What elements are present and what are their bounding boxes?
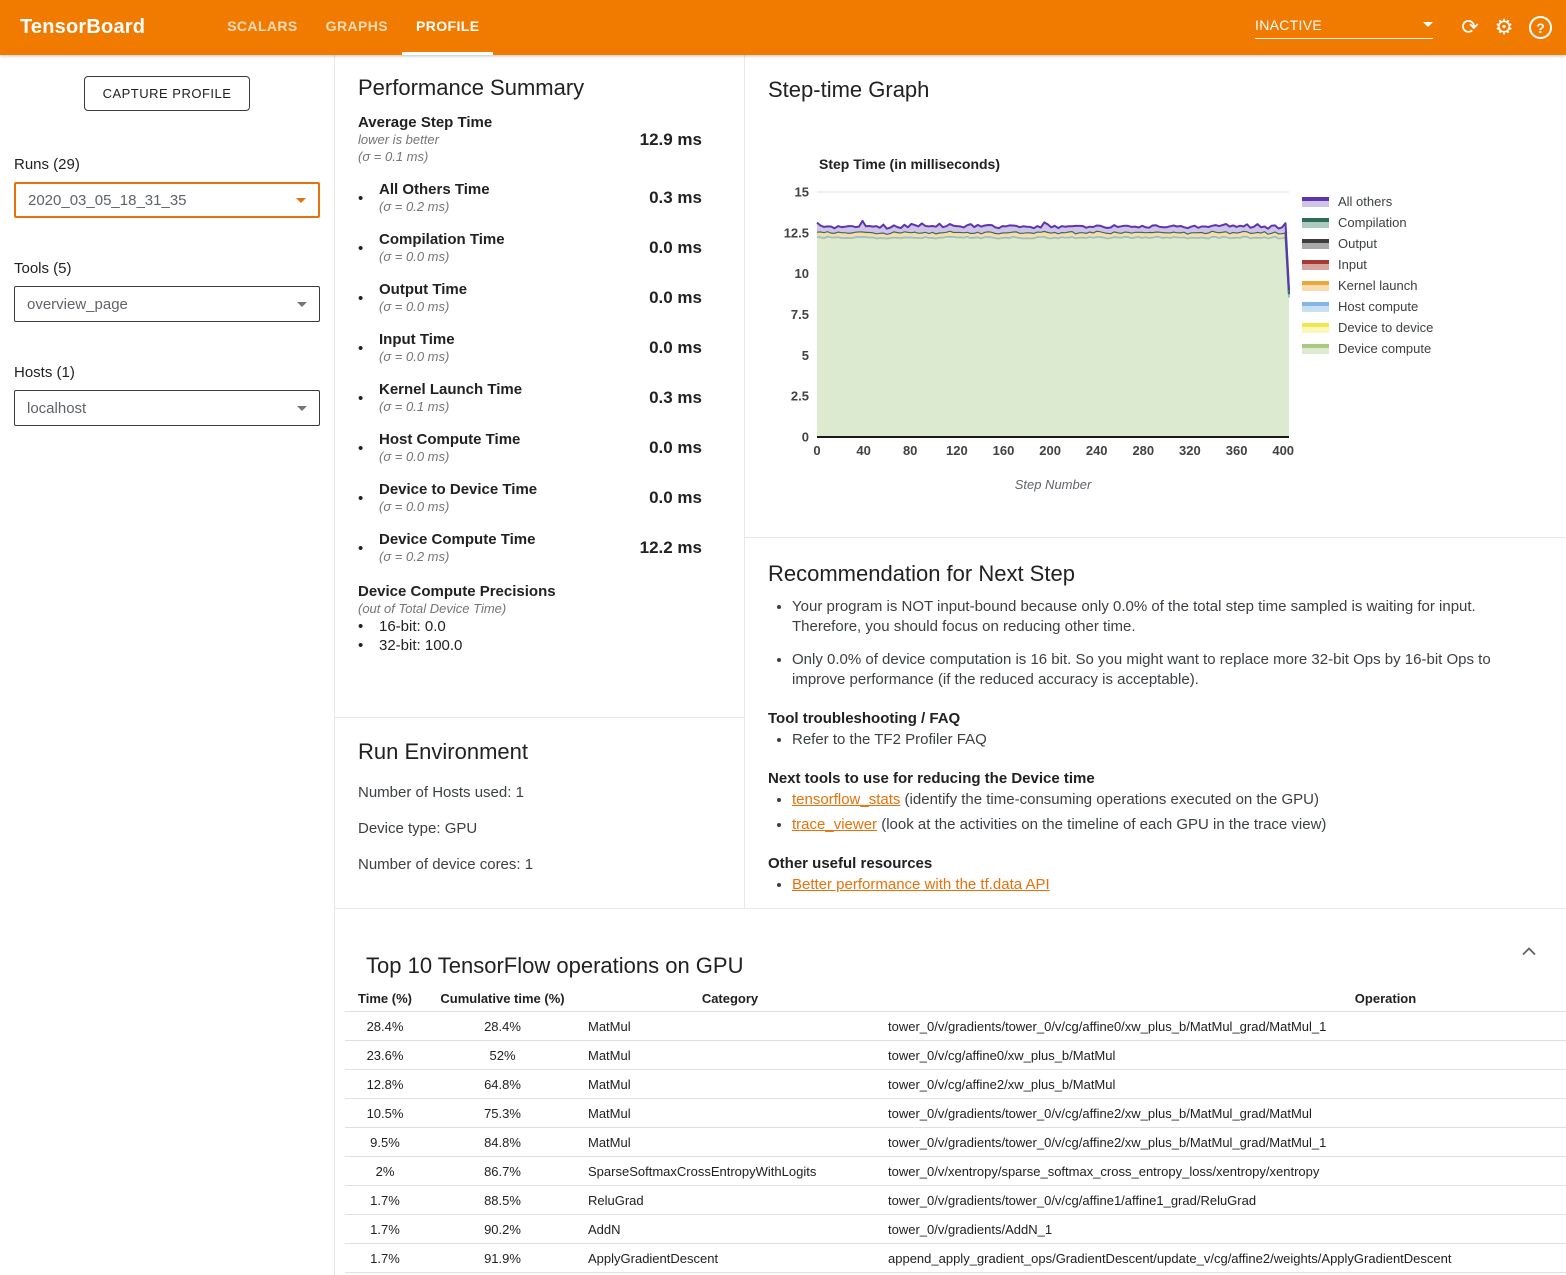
table-cell: 86.7% [425, 1157, 580, 1186]
performance-summary-section [335, 55, 744, 718]
step-time-graph-title: Step-time Graph [768, 77, 930, 102]
help-icon[interactable]: ? [1529, 16, 1552, 39]
legend-output [1302, 233, 1433, 254]
env-line: Number of Hosts used: 1 [358, 784, 524, 801]
next-tools-heading: Next tools to use for reducing the Device time [768, 770, 1095, 787]
svg-text:400: 400 [1272, 443, 1295, 458]
svg-text:7.5: 7.5 [790, 307, 809, 322]
table-cell: 1.7% [345, 1186, 425, 1215]
legend-label: Device to device [1338, 320, 1434, 335]
bullet-icon: • [358, 189, 364, 207]
recommendation-title: Recommendation for Next Step [768, 561, 1075, 586]
table-cell: tower_0/v/gradients/tower_0/v/cg/affine2/xw_plus_b/MatMul_grad/MatMul [880, 1099, 1566, 1128]
top-ops-title: Top 10 TensorFlow operations on GPU [366, 953, 744, 979]
table-cell: 10.5% [345, 1099, 425, 1128]
perf-metric [358, 431, 702, 465]
collapse-chevron-up-icon[interactable] [1522, 943, 1536, 961]
other-resources-heading: Other useful resources [768, 855, 933, 872]
status-dropdown-value: INACTIVE [1255, 16, 1322, 33]
precision-text: 32-bit: 100.0 [379, 637, 463, 654]
metric-value: 12.9 ms [639, 129, 702, 149]
hosts-select-value: localhost [27, 399, 87, 417]
table-cell: 9.5% [345, 1128, 425, 1157]
precision-item [358, 636, 702, 655]
tab-profile[interactable]: PROFILE [402, 0, 493, 55]
legend-swatch [1302, 344, 1329, 354]
legend-all-others [1302, 191, 1433, 212]
legend-swatch [1302, 197, 1329, 207]
table-cell: 1.7% [345, 1215, 425, 1244]
metric-sigma: (σ = 0.0 ms) [379, 449, 450, 464]
legend-label: Output [1338, 236, 1378, 251]
bullet-icon: • [358, 489, 364, 507]
legend-device-to-device [1302, 317, 1433, 338]
faq-heading: Tool troubleshooting / FAQ [768, 710, 961, 727]
bullet-icon: • [358, 439, 364, 457]
capture-profile-button[interactable]: CAPTURE PROFILE [84, 76, 251, 111]
metric-name: Input Time [379, 331, 455, 348]
table-cell: MatMul [580, 1099, 880, 1128]
perf-metric [358, 531, 702, 565]
bullet-icon: • [358, 289, 364, 307]
next-tools-list [768, 790, 1526, 835]
svg-text:40: 40 [856, 443, 871, 458]
tab-scalars[interactable]: SCALARS [227, 18, 298, 34]
bullet-icon: • [358, 239, 364, 257]
metric-sigma: (σ = 0.2 ms) [379, 199, 450, 214]
legend-input [1302, 254, 1433, 275]
legend-label: All others [1338, 194, 1393, 209]
recommendation-bullet: • Your program is NOT input-bound because only 0.0% of the total step time sampled is waiting for input. Therefore, you should focus on reducing other time. [792, 597, 1526, 637]
svg-text:2.5: 2.5 [790, 388, 809, 404]
table-cell: tower_0/v/xentropy/sparse_softmax_cross_entropy_loss/xentropy/xentropy [880, 1157, 1566, 1186]
table-cell: 52% [425, 1041, 580, 1070]
table-row [345, 1157, 1566, 1186]
chevron-down-icon [296, 198, 306, 203]
metric-sigma: (σ = 0.2 ms) [379, 549, 450, 564]
top-ops-section [335, 908, 1566, 1275]
metric-value: 0.3 ms [649, 188, 702, 207]
header-toolbar [1255, 0, 1552, 55]
table-cell: SparseSoftmaxCrossEntropyWithLogits [580, 1157, 880, 1186]
metric-name: Kernel Launch Time [379, 381, 523, 398]
metric-value: 0.0 ms [649, 438, 702, 457]
legend-label: Compilation [1338, 215, 1407, 230]
tab-graphs[interactable]: GRAPHS [325, 18, 388, 34]
legend-swatch [1302, 218, 1329, 228]
legend-swatch [1302, 260, 1329, 270]
hosts-select[interactable] [14, 390, 320, 426]
table-cell: 12.8% [345, 1070, 425, 1099]
precisions-note: (out of Total Device Time) [358, 601, 507, 616]
table-row [345, 1215, 1566, 1244]
svg-text:Step Number: Step Number [1014, 477, 1092, 492]
svg-text:200: 200 [1039, 443, 1061, 458]
reload-icon[interactable]: ⟳ [1461, 16, 1479, 39]
table-cell: AddN [580, 1215, 880, 1244]
legend-label: Input [1338, 257, 1367, 272]
table-cell: MatMul [580, 1012, 880, 1041]
svg-text:12.5: 12.5 [783, 225, 809, 241]
runs-select-value: 2020_03_05_18_31_35 [28, 191, 187, 209]
legend-label: Kernel launch [1338, 278, 1418, 293]
metric-value: 0.0 ms [649, 338, 702, 357]
table-cell: tower_0/v/gradients/AddN_1 [880, 1215, 1566, 1244]
metric-name: Compilation Time [379, 231, 505, 248]
table-header-row [345, 985, 1566, 1012]
chart-legend [1302, 191, 1433, 359]
run-environment-section [335, 718, 744, 873]
recommendation-bullets [768, 597, 1526, 690]
table-row [345, 1186, 1566, 1215]
table-row [345, 1041, 1566, 1070]
bullet-icon: • [358, 339, 364, 357]
status-dropdown[interactable] [1255, 17, 1433, 39]
metric-sigma: (σ = 0.0 ms) [379, 349, 450, 364]
chevron-down-icon [297, 406, 307, 411]
perf-metric-list [358, 181, 702, 565]
legend-swatch [1302, 302, 1329, 312]
env-line: Device type: GPU [358, 820, 478, 837]
metric-name: Device to Device Time [379, 481, 538, 498]
average-step-time [358, 114, 702, 165]
runs-select[interactable] [14, 182, 320, 218]
metric-info [379, 181, 490, 215]
svg-text:80: 80 [902, 443, 918, 458]
metric-info [379, 431, 520, 465]
legend-compilation [1302, 212, 1433, 233]
recommendation-bullet: • Only 0.0% of device computation is 16 bit. So you might want to replace more 32-bit Ops by 16-bit Ops to improve performance (if the reduced accuracy is acceptable). [792, 650, 1526, 690]
legend-host-compute [1302, 296, 1433, 317]
metric-sigma: (σ = 0.0 ms) [379, 299, 450, 314]
metric-name: All Others Time [379, 181, 490, 198]
performance-summary-title: Performance Summary [358, 75, 585, 100]
tools-select-value: overview_page [27, 295, 128, 313]
table-cell: 23.6% [345, 1041, 425, 1070]
svg-text:360: 360 [1225, 443, 1248, 458]
col-category: Category [580, 985, 880, 1012]
metric-info [379, 531, 535, 565]
metric-name: Output Time [379, 281, 468, 298]
env-line: Number of device cores: 1 [358, 856, 534, 873]
svg-text:15: 15 [794, 184, 809, 200]
bullet-icon: • [358, 539, 364, 557]
bullet-icon: • [358, 389, 364, 407]
table-cell: MatMul [580, 1041, 880, 1070]
table-cell: tower_0/v/cg/affine0/xw_plus_b/MatMul [880, 1041, 1566, 1070]
tfdata-api-link[interactable]: Better performance with the tf.data API [792, 876, 1050, 893]
app-title: TensorBoard [20, 16, 146, 38]
svg-text:160: 160 [992, 443, 1015, 458]
recommendation-section [745, 538, 1566, 895]
chevron-down-icon [1423, 22, 1433, 27]
table-cell: 75.3% [425, 1099, 580, 1128]
legend-swatch [1302, 323, 1329, 333]
metric-value: 0.0 ms [649, 488, 702, 507]
table-cell: MatMul [580, 1128, 880, 1157]
runs-label: Runs (29) [14, 156, 80, 173]
tools-label: Tools (5) [14, 260, 72, 277]
table-cell: ApplyGradientDescent [580, 1244, 880, 1273]
sidebar [0, 55, 335, 1275]
metric-sigma: (σ = 0.1 ms) [379, 399, 450, 414]
precisions-list [358, 617, 702, 655]
metric-name: Host Compute Time [379, 431, 521, 448]
svg-text:0: 0 [801, 429, 809, 445]
metric-name: Average Step Time [358, 114, 493, 131]
table-cell: tower_0/v/gradients/tower_0/v/cg/affine1/affine1_grad/ReluGrad [880, 1186, 1566, 1215]
precision-text: 16-bit: 0.0 [379, 618, 446, 635]
table-cell: 84.8% [425, 1128, 580, 1157]
svg-text:5: 5 [801, 347, 809, 363]
svg-text:10: 10 [794, 266, 809, 282]
bullet-icon: • [358, 637, 364, 654]
metric-info [379, 481, 537, 515]
table-cell: tower_0/v/cg/affine2/xw_plus_b/MatMul [880, 1070, 1566, 1099]
metric-value: 0.3 ms [649, 388, 702, 407]
svg-text:240: 240 [1085, 443, 1108, 458]
table-cell: 64.8% [425, 1070, 580, 1099]
metric-info [379, 331, 455, 365]
metric-info [379, 381, 522, 415]
precisions-title: Device Compute Precisions [358, 583, 556, 600]
table-cell: tower_0/v/gradients/tower_0/v/cg/affine0/xw_plus_b/MatMul_grad/MatMul_1 [880, 1012, 1566, 1041]
svg-text:Step Time (in milliseconds): Step Time (in milliseconds) [819, 156, 1001, 172]
app-header [0, 0, 1566, 55]
hosts-label: Hosts (1) [14, 364, 75, 381]
svg-text:280: 280 [1132, 443, 1155, 458]
tool-desc: (look at the activities on the timeline of each GPU in the trace view) [877, 816, 1327, 833]
trace_viewer-link[interactable]: trace_viewer [792, 816, 878, 833]
table-cell: 90.2% [425, 1215, 580, 1244]
perf-metric [358, 481, 702, 515]
tool-desc: (identify the time-consuming operations executed on the GPU) [900, 791, 1319, 808]
table-row [345, 1128, 1566, 1157]
table-row [345, 1244, 1566, 1273]
legend-swatch [1302, 281, 1329, 291]
step-time-chart [769, 155, 1299, 510]
perf-metric [358, 181, 702, 215]
table-cell: 2% [345, 1157, 425, 1186]
next-tool-item [792, 790, 1526, 810]
table-cell: 28.4% [425, 1012, 580, 1041]
metric-value: 12.2 ms [639, 538, 702, 557]
metric-info [379, 281, 467, 315]
precision-item [358, 617, 702, 636]
svg-text:120: 120 [946, 443, 968, 458]
metric-note: lower is better [358, 132, 439, 147]
metric-sigma: (σ = 0.1 ms) [358, 149, 429, 164]
step-time-graph-section [745, 55, 1566, 538]
tools-select[interactable] [14, 286, 320, 322]
table-cell: 88.5% [425, 1186, 580, 1215]
table-cell: append_apply_gradient_ops/GradientDescent/update_v/cg/affine2/weights/ApplyGradientDescent [880, 1244, 1566, 1273]
metric-value: 0.0 ms [649, 238, 702, 257]
run-environment-title: Run Environment [358, 739, 528, 764]
perf-metric [358, 281, 702, 315]
table-cell: tower_0/v/gradients/tower_0/v/cg/affine2/xw_plus_b/MatMul_grad/MatMul_1 [880, 1128, 1566, 1157]
top-ops-table [345, 985, 1566, 1273]
legend-kernel-launch [1302, 275, 1433, 296]
table-cell: MatMul [580, 1070, 880, 1099]
device-compute-precisions [358, 583, 702, 655]
next-tool-item [792, 815, 1526, 835]
svg-text:320: 320 [1179, 443, 1201, 458]
col-cumulative: Cumulative time (%) [425, 985, 580, 1012]
legend-label: Host compute [1338, 299, 1419, 314]
run-environment-lines [358, 784, 721, 873]
gear-icon[interactable]: ⚙ [1494, 16, 1514, 39]
col-operation: Operation [880, 985, 1566, 1012]
metric-info [379, 231, 505, 265]
perf-metric [358, 381, 702, 415]
chevron-down-icon [297, 302, 307, 307]
col-time: Time (%) [345, 985, 425, 1012]
faq-bullet: • Refer to the TF2 Profiler FAQ [792, 730, 1526, 750]
legend-device-compute [1302, 338, 1433, 359]
legend-swatch [1302, 239, 1329, 249]
table-cell: 28.4% [345, 1012, 425, 1041]
perf-metric [358, 231, 702, 265]
legend-label: Device compute [1338, 341, 1432, 356]
table-row [345, 1012, 1566, 1041]
metric-sigma: (σ = 0.0 ms) [379, 499, 450, 514]
table-cell: 91.9% [425, 1244, 580, 1273]
table-cell: ReluGrad [580, 1186, 880, 1215]
perf-metric [358, 331, 702, 365]
tensorflow_stats-link[interactable]: tensorflow_stats [792, 791, 901, 808]
table-row [345, 1070, 1566, 1099]
table-cell: 1.7% [345, 1244, 425, 1273]
nav-tabs [213, 0, 493, 55]
table-row [345, 1099, 1566, 1128]
bullet-icon: • [358, 618, 364, 635]
metric-name: Device Compute Time [379, 531, 536, 548]
metric-sigma: (σ = 0.0 ms) [379, 249, 450, 264]
metric-value: 0.0 ms [649, 288, 702, 307]
svg-text:0: 0 [813, 443, 821, 458]
